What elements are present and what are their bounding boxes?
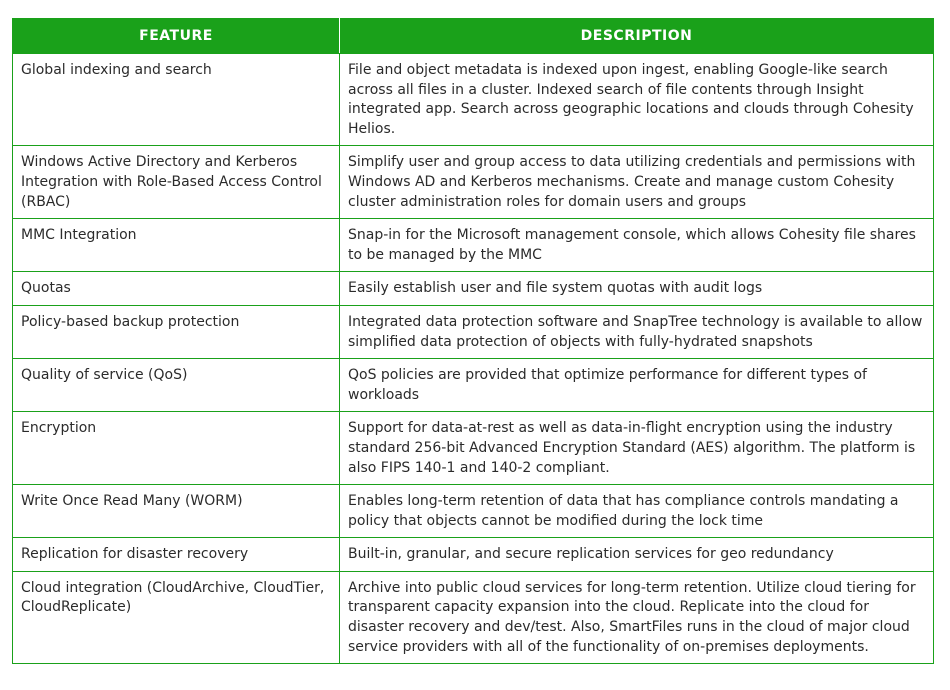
feature-cell: Write Once Read Many (WORM) xyxy=(13,485,340,538)
feature-cell: Windows Active Directory and Kerberos Integration with Role-Based Access Control (RBAC) xyxy=(13,146,340,219)
feature-cell: Encryption xyxy=(13,412,340,485)
table-header-row xyxy=(13,19,934,54)
feature-cell: Policy-based backup protection xyxy=(13,305,340,358)
description-cell: QoS policies are provided that optimize performance for different types of workloads xyxy=(340,359,934,412)
description-cell: Integrated data protection software and SnapTree technology is available to allow simplified data protection of objects with fully-hydrated snapshots xyxy=(340,305,934,358)
header-description: DESCRIPTION xyxy=(340,19,934,54)
feature-cell: Global indexing and search xyxy=(13,54,340,146)
table-row xyxy=(13,272,934,306)
feature-table xyxy=(12,18,934,664)
description-cell: Archive into public cloud services for long-term retention. Utilize cloud tiering for transparent capacity expansion into the cloud. Replicate into the cloud for disaster recovery and dev/test. Also, SmartFiles runs in the cloud of major cloud service providers with all of the functionality of on-premises deployments. xyxy=(340,571,934,663)
description-cell: Enables long-term retention of data that has compliance controls mandating a policy that objects cannot be modified during the lock time xyxy=(340,485,934,538)
feature-cell: Replication for disaster recovery xyxy=(13,538,340,572)
table-row xyxy=(13,485,934,538)
table-row xyxy=(13,359,934,412)
feature-cell: Quotas xyxy=(13,272,340,306)
description-cell: Support for data-at-rest as well as data-in-flight encryption using the industry standard 256-bit Advanced Encryption Standard (AES) algorithm. The platform is also FIPS 140-1 and 140-2 compliant. xyxy=(340,412,934,485)
feature-cell: Cloud integration (CloudArchive, CloudTier, CloudReplicate) xyxy=(13,571,340,663)
description-cell: Easily establish user and file system quotas with audit logs xyxy=(340,272,934,306)
feature-cell: MMC Integration xyxy=(13,219,340,272)
table-row xyxy=(13,538,934,572)
table-row xyxy=(13,146,934,219)
table-row xyxy=(13,305,934,358)
description-cell: File and object metadata is indexed upon ingest, enabling Google-like search across all files in a cluster. Indexed search of file contents through Insight integrated app. Search across geographic locations and clouds through Cohesity Helios. xyxy=(340,54,934,146)
description-cell: Snap-in for the Microsoft management console, which allows Cohesity file shares to be managed by the MMC xyxy=(340,219,934,272)
table-row xyxy=(13,571,934,663)
description-cell: Built-in, granular, and secure replication services for geo redundancy xyxy=(340,538,934,572)
table-row xyxy=(13,219,934,272)
table-row xyxy=(13,54,934,146)
description-cell: Simplify user and group access to data utilizing credentials and permissions with Windows AD and Kerberos mechanisms. Create and manage custom Cohesity cluster administration roles for domain users and groups xyxy=(340,146,934,219)
table-row xyxy=(13,412,934,485)
feature-cell: Quality of service (QoS) xyxy=(13,359,340,412)
header-feature: FEATURE xyxy=(13,19,340,54)
